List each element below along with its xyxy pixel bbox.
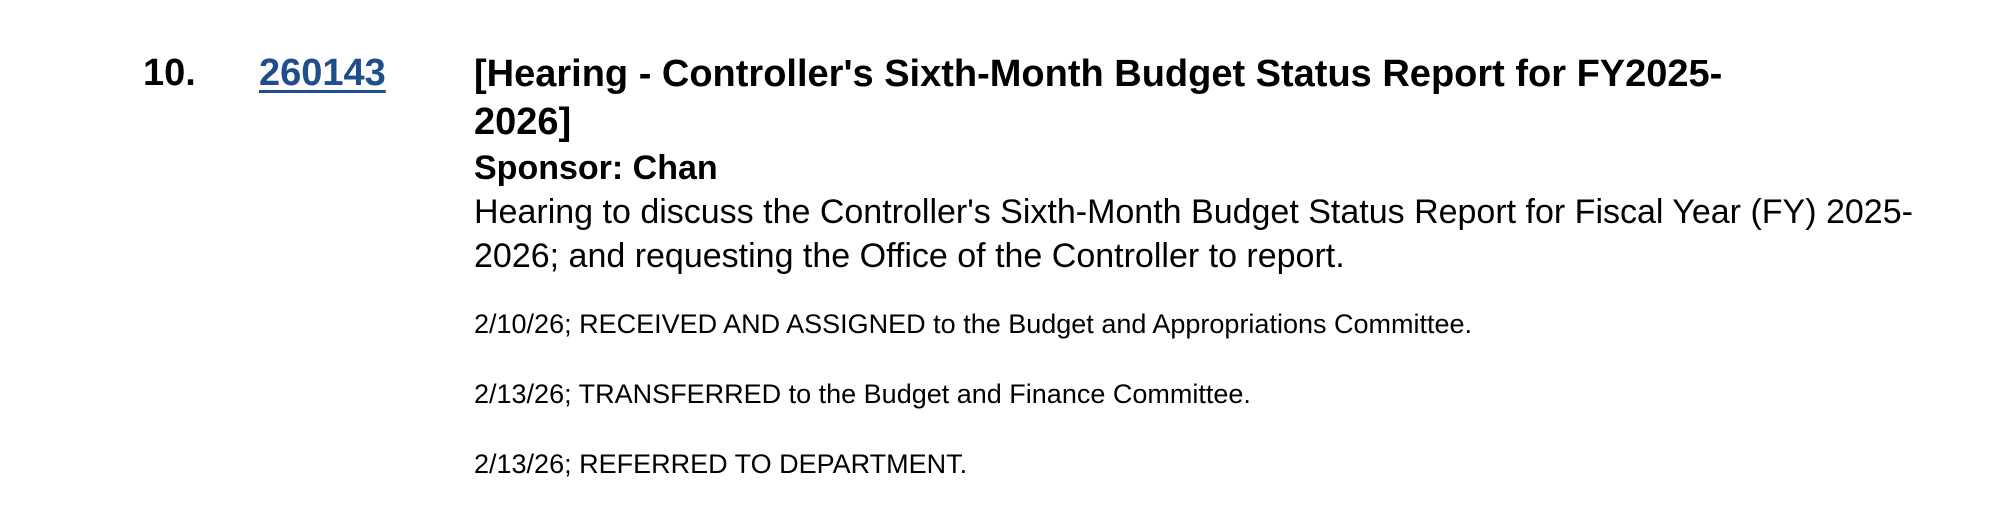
action-entry: 2/10/26; RECEIVED AND ASSIGNED to the Budget and Appropriations Committee. — [474, 309, 1473, 339]
action-entry: 2/13/26; REFERRED TO DEPARTMENT. — [474, 449, 968, 479]
sponsor-line — [474, 146, 1974, 190]
item-description: Hearing to discuss the Controller's Sixth-Month Budget Status Report for Fiscal Year (FY) 2025-2026; and requesting the Office of the Controller to report. — [474, 193, 1913, 275]
item-title: [Hearing - Controller's Sixth-Month Budget Status Report for FY2025-2026] — [474, 53, 1723, 143]
sponsor-name: Chan — [632, 149, 718, 187]
file-number-link[interactable]: 260143 — [259, 52, 386, 94]
action-entry: 2/13/26; TRANSFERRED to the Budget and Finance Committee. — [474, 379, 1251, 409]
item-content — [474, 50, 1974, 518]
action-history — [474, 308, 1974, 480]
item-number: 10. — [143, 52, 196, 94]
sponsor-label: Sponsor: — [474, 149, 624, 187]
